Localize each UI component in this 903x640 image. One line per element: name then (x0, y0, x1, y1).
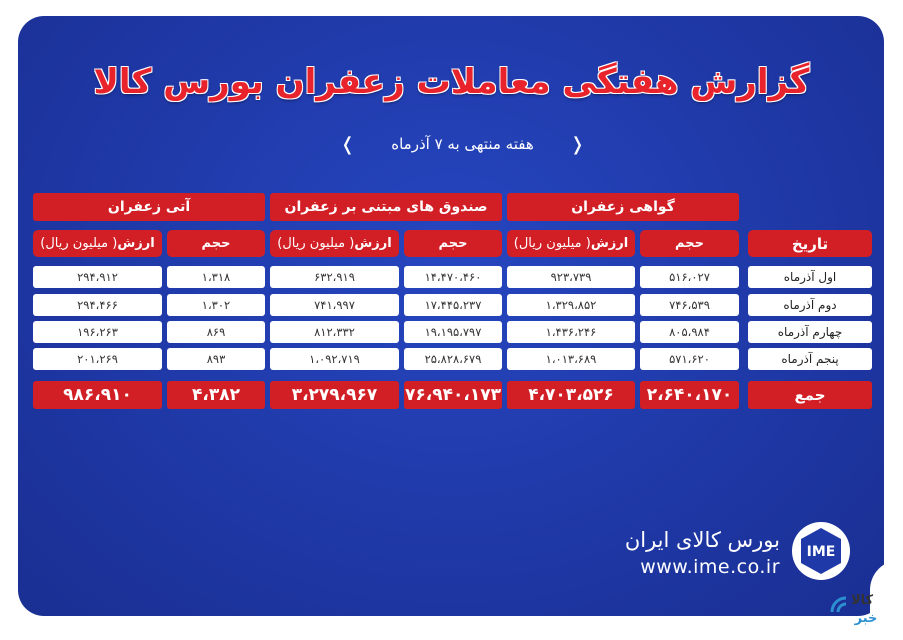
logo-text: IME (806, 544, 836, 560)
cert-value-cell: ۱،۳۲۹،۸۵۲ (507, 294, 635, 316)
website-link[interactable]: www.ime.co.ir (640, 556, 780, 578)
kala-khabar-watermark-icon (828, 582, 890, 626)
value-label: ارزش (117, 236, 155, 251)
value-label: ارزش (590, 236, 629, 251)
fund-volume-cell: ۱۴،۴۷۰،۴۶۰ (404, 266, 502, 288)
cert-value-cell: ۱،۰۱۳،۶۸۹ (507, 348, 635, 370)
column-header-fund-value (270, 230, 399, 257)
total-futures-volume: ۴،۳۸۲ (167, 381, 265, 409)
fund-value-cell: ۶۳۲،۹۱۹ (270, 266, 399, 288)
svg-text:کالا: کالا (850, 593, 874, 608)
fund-value-cell: ۷۴۱،۹۹۷ (270, 294, 399, 316)
cert-value-cell: ۹۲۳،۷۳۹ (507, 266, 635, 288)
total-fund-volume: ۷۶،۹۴۰،۱۷۳ (404, 381, 502, 409)
fund-volume-cell: ۱۹،۱۹۵،۷۹۷ (404, 321, 502, 343)
total-cert-value: ۴،۷۰۳،۵۲۶ (507, 381, 635, 409)
row-date: اول آذرماه (748, 266, 872, 288)
futures-value-cell: ۲۰۱،۲۶۹ (33, 348, 162, 370)
value-label: ارزش (354, 236, 392, 251)
report-card (18, 16, 884, 616)
cert-volume-cell: ۸۰۵،۹۸۴ (640, 321, 739, 343)
fund-value-cell: ۸۱۲،۳۳۲ (270, 321, 399, 343)
group-header-fund: صندوق های مبتنی بر زعفران (270, 193, 502, 221)
fund-volume-cell: ۱۷،۴۴۵،۲۳۷ (404, 294, 502, 316)
total-fund-value: ۳،۲۷۹،۹۶۷ (270, 381, 399, 409)
cert-volume-cell: ۵۷۱،۶۲۰ (640, 348, 739, 370)
fund-volume-cell: ۲۵،۸۲۸،۶۷۹ (404, 348, 502, 370)
value-unit: ( میلیون ریال) (40, 236, 118, 251)
column-header-futures-volume: حجم (167, 230, 265, 257)
subtitle: هفته منتهی به ۷ آذرماه (391, 135, 534, 153)
row-date: دوم آذرماه (748, 294, 872, 316)
cert-volume-cell: ۷۴۶،۵۳۹ (640, 294, 739, 316)
row-date: پنجم آذرماه (748, 348, 872, 370)
cert-volume-cell: ۵۱۶،۰۲۷ (640, 266, 739, 288)
group-header-certificate: گواهی زعفران (507, 193, 739, 221)
column-header-date: تاریخ (748, 230, 872, 257)
chevron-right-icon: ❭ (569, 133, 585, 155)
futures-volume-cell: ۸۶۹ (167, 321, 265, 343)
column-header-futures-value (33, 230, 162, 257)
ime-logo-icon (790, 520, 852, 582)
futures-value-cell: ۲۹۴،۹۱۲ (33, 266, 162, 288)
group-header-futures: آتی زعفران (33, 193, 265, 221)
fund-value-cell: ۱،۰۹۲،۷۱۹ (270, 348, 399, 370)
futures-volume-cell: ۸۹۳ (167, 348, 265, 370)
report-title: گزارش هفتگی معاملات زعفران بورس کالا (93, 62, 810, 102)
total-cert-volume: ۲،۶۴۰،۱۷۰ (640, 381, 739, 409)
value-unit: ( میلیون ریال) (513, 236, 591, 251)
column-header-cert-volume: حجم (640, 230, 739, 257)
total-label: جمع (748, 381, 872, 409)
value-unit: ( میلیون ریال) (277, 236, 355, 251)
futures-value-cell: ۱۹۶،۲۶۳ (33, 321, 162, 343)
exchange-name: بورس کالای ایران (624, 528, 780, 552)
column-header-fund-volume: حجم (404, 230, 502, 257)
futures-volume-cell: ۱،۳۰۲ (167, 294, 265, 316)
total-futures-value: ۹۸۶،۹۱۰ (33, 381, 162, 409)
futures-value-cell: ۲۹۴،۴۶۶ (33, 294, 162, 316)
footer-text (620, 528, 780, 578)
futures-volume-cell: ۱،۳۱۸ (167, 266, 265, 288)
subtitle-bar (340, 132, 585, 156)
svg-text:خبر: خبر (854, 611, 878, 626)
column-header-cert-value (507, 230, 635, 257)
cert-value-cell: ۱،۴۳۶،۲۴۶ (507, 321, 635, 343)
chevron-left-icon: ❬ (340, 133, 356, 155)
row-date: چهارم آذرماه (748, 321, 872, 343)
